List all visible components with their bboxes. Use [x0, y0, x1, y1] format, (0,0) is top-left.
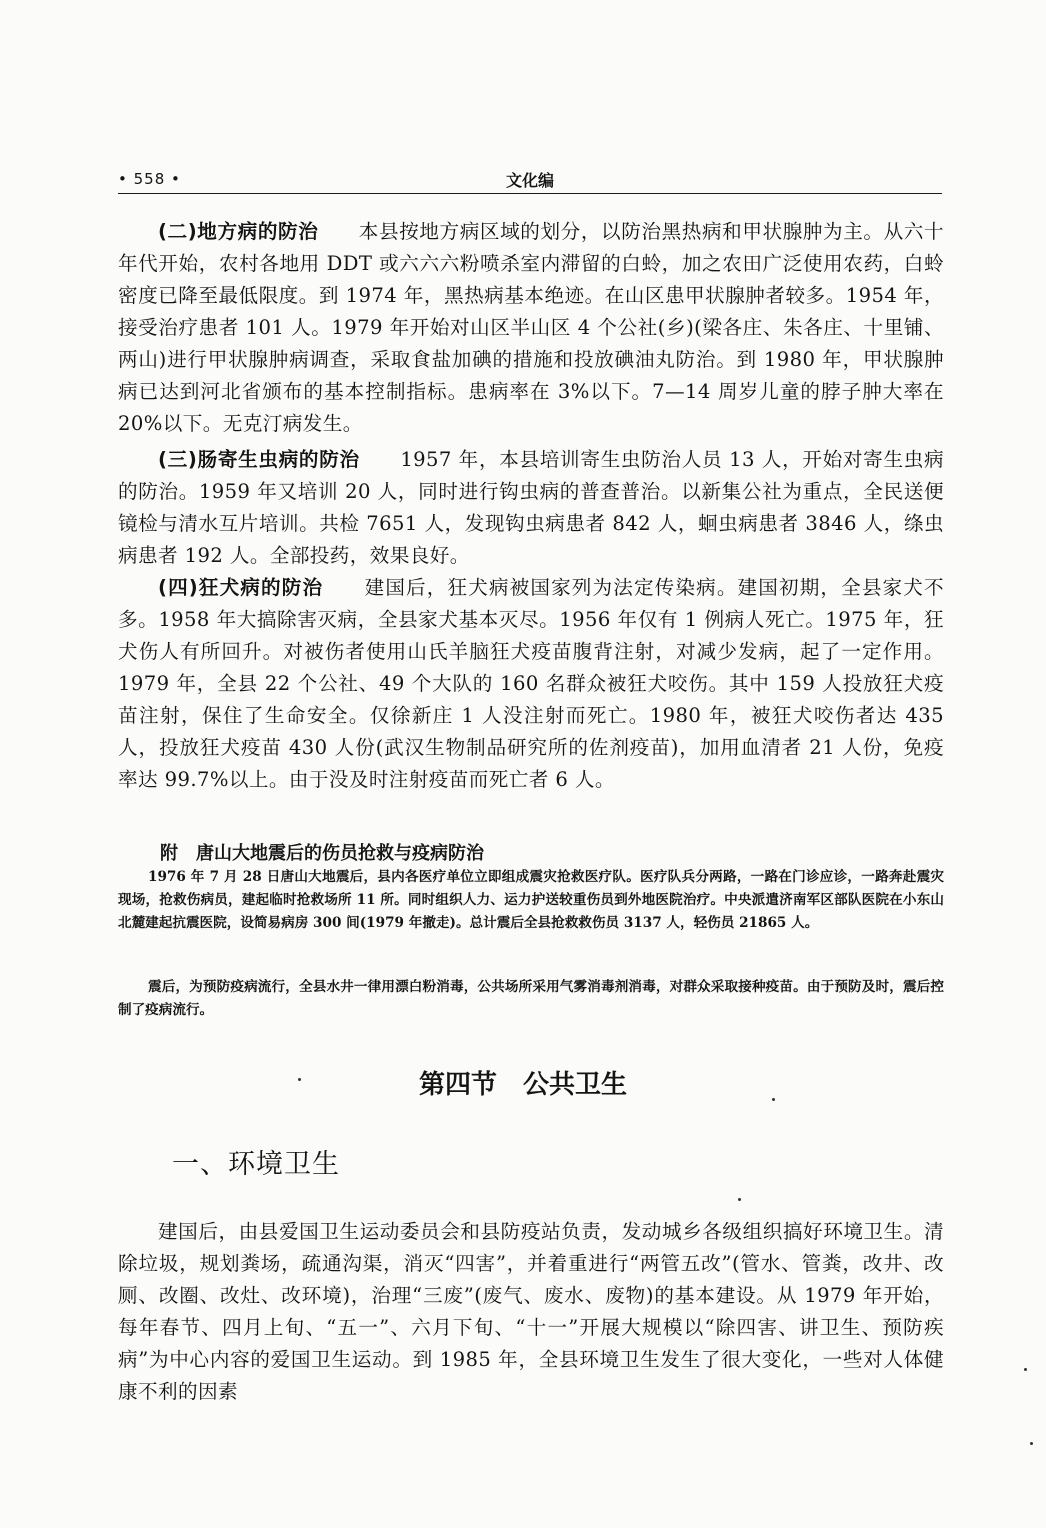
running-header: [118, 164, 942, 194]
paragraph-endemic-disease: [118, 216, 944, 440]
paragraph-parasitic-disease: [118, 444, 944, 572]
paragraph-lead: (三)肠寄生虫病的防治: [158, 448, 360, 471]
scan-speck: [738, 1198, 741, 1201]
appendix-text: 震后，为预防疫病流行，全县水井一律用漂白粉消毒，公共场所采用气雾消毒剂消毒，对群众采取接种疫苗。由于预防及时，震后控制了疫病流行。: [118, 979, 944, 1018]
paragraph-environmental-hygiene: [118, 1216, 944, 1408]
paragraph-text: 建国后，狂犬病被国家列为法定传染病。建国初期，全县家犬不多。1958 年大搞除害灭病，全县家犬基本灭尽。1956 年仅有 1 例病人死亡。1975 年，狂犬伤人有所回升。对被伤者使用山氏羊脑狂犬疫苗腹背注射，对减少发病，起了一定作用。1979 年，全县 22 个公社、49 个大队的 160 名群众被狂犬咬伤。其中 159 人投放狂犬疫苗注射，保住了生命安全。仅徐新庄 1 人没注射而死亡。1980 年，被狂犬咬伤者达 435 人，投放狂犬疫苗 430 人份(武汉生物制品研究所的佐剂疫苗)，加用血清者 21 人份，免疫率达 99.7%以上。由于没及时注射疫苗而死亡者 6 人。: [118, 576, 944, 791]
section-title: 第四节 公共卫生: [418, 1070, 627, 1100]
paragraph-lead: (四)狂犬病的防治: [158, 576, 324, 599]
paragraph-text: 建国后，由县爱国卫生运动委员会和县防疫站负责，发动城乡各级组织搞好环境卫生。清除垃圾，规划粪场，疏通沟渠，消灭“四害”，并着重进行“两管五改”(管水、管粪，改井、改厕、改圈、改灶、改环境)，治理“三废”(废气、废水、废物)的基本建设。从 1979 年开始，每年春节、四月上旬、“五一”、六月下旬、“十一”开展大规模以“除四害、讲卫生、预防疾病”为中心内容的爱国卫生运动。到 1985 年，全县环境卫生发生了很大变化，一些对人体健康不利的因素: [118, 1220, 944, 1403]
scan-speck: [1030, 1442, 1033, 1445]
section-name: 文化编: [505, 171, 554, 190]
scan-speck: [772, 1098, 775, 1101]
paragraph-text: 1957 年，本县培训寄生虫防治人员 13 人，开始对寄生虫病的防治。1959 年又培训 20 人，同时进行钩虫病的普查普治。以新集公社为重点，全民送便镜检与清水互片培训。共检 7651 人，发现钩虫病患者 842 人，蛔虫病患者 3846 人，绦虫病患者 192 人。全部投药，效果良好。: [118, 448, 944, 567]
appendix-title: 附 唐山大地震后的伤员抢救与疫病防治: [160, 843, 484, 864]
header-rule: [118, 193, 942, 194]
paragraph-lead: (二)地方病的防治: [158, 220, 319, 243]
page-number: • 558 •: [118, 170, 181, 188]
paragraph-text: 本县按地方病区域的划分，以防治黑热病和甲状腺肿为主。从六十年代开始，农村各地用 DDT 或六六六粉喷杀室内滞留的白蛉，加之农田广泛使用农药，白蛉密度已降至最低限度。到 1974 年，黑热病基本绝迹。在山区患甲状腺肿者较多。1954 年，接受治疗患者 101 人。1979 年开始对山区半山区 4 个公社(乡)(梁各庄、朱各庄、十里铺、两山)进行甲状腺肿病调查，采取食盐加碘的措施和投放碘油丸防治。到 1980 年，甲状腺肿病已达到河北省颁布的基本控制指标。患病率在 3%以下。7—14 周岁儿童的脖子肿大率在 20%以下。无克汀病发生。: [118, 220, 944, 435]
paragraph-rabies: [118, 572, 944, 796]
appendix-text: 1976 年 7 月 28 日唐山大地震后，县内各医疗单位立即组成震灾抢救医疗队。医疗队兵分两路，一路在门诊应诊，一路奔赴震灾现场，抢救伤病员，建起临时抢救场所 11 所。同时组织人力、运力护送较重伤员到外地医院治疗。中央派遣济南军区部队医院在小东山北麓建起抗震医院，设简易病房 300 间(1979 年撤走)。总计震后全县抢救救伤员 3137 人，轻伤员 21865 人。: [118, 869, 944, 931]
appendix-paragraph: [118, 866, 944, 935]
subsection-title: 一、环境卫生: [172, 1149, 340, 1180]
scan-speck: [298, 1078, 301, 1081]
scan-speck: [1024, 1368, 1027, 1371]
appendix-paragraph: [118, 976, 944, 1022]
